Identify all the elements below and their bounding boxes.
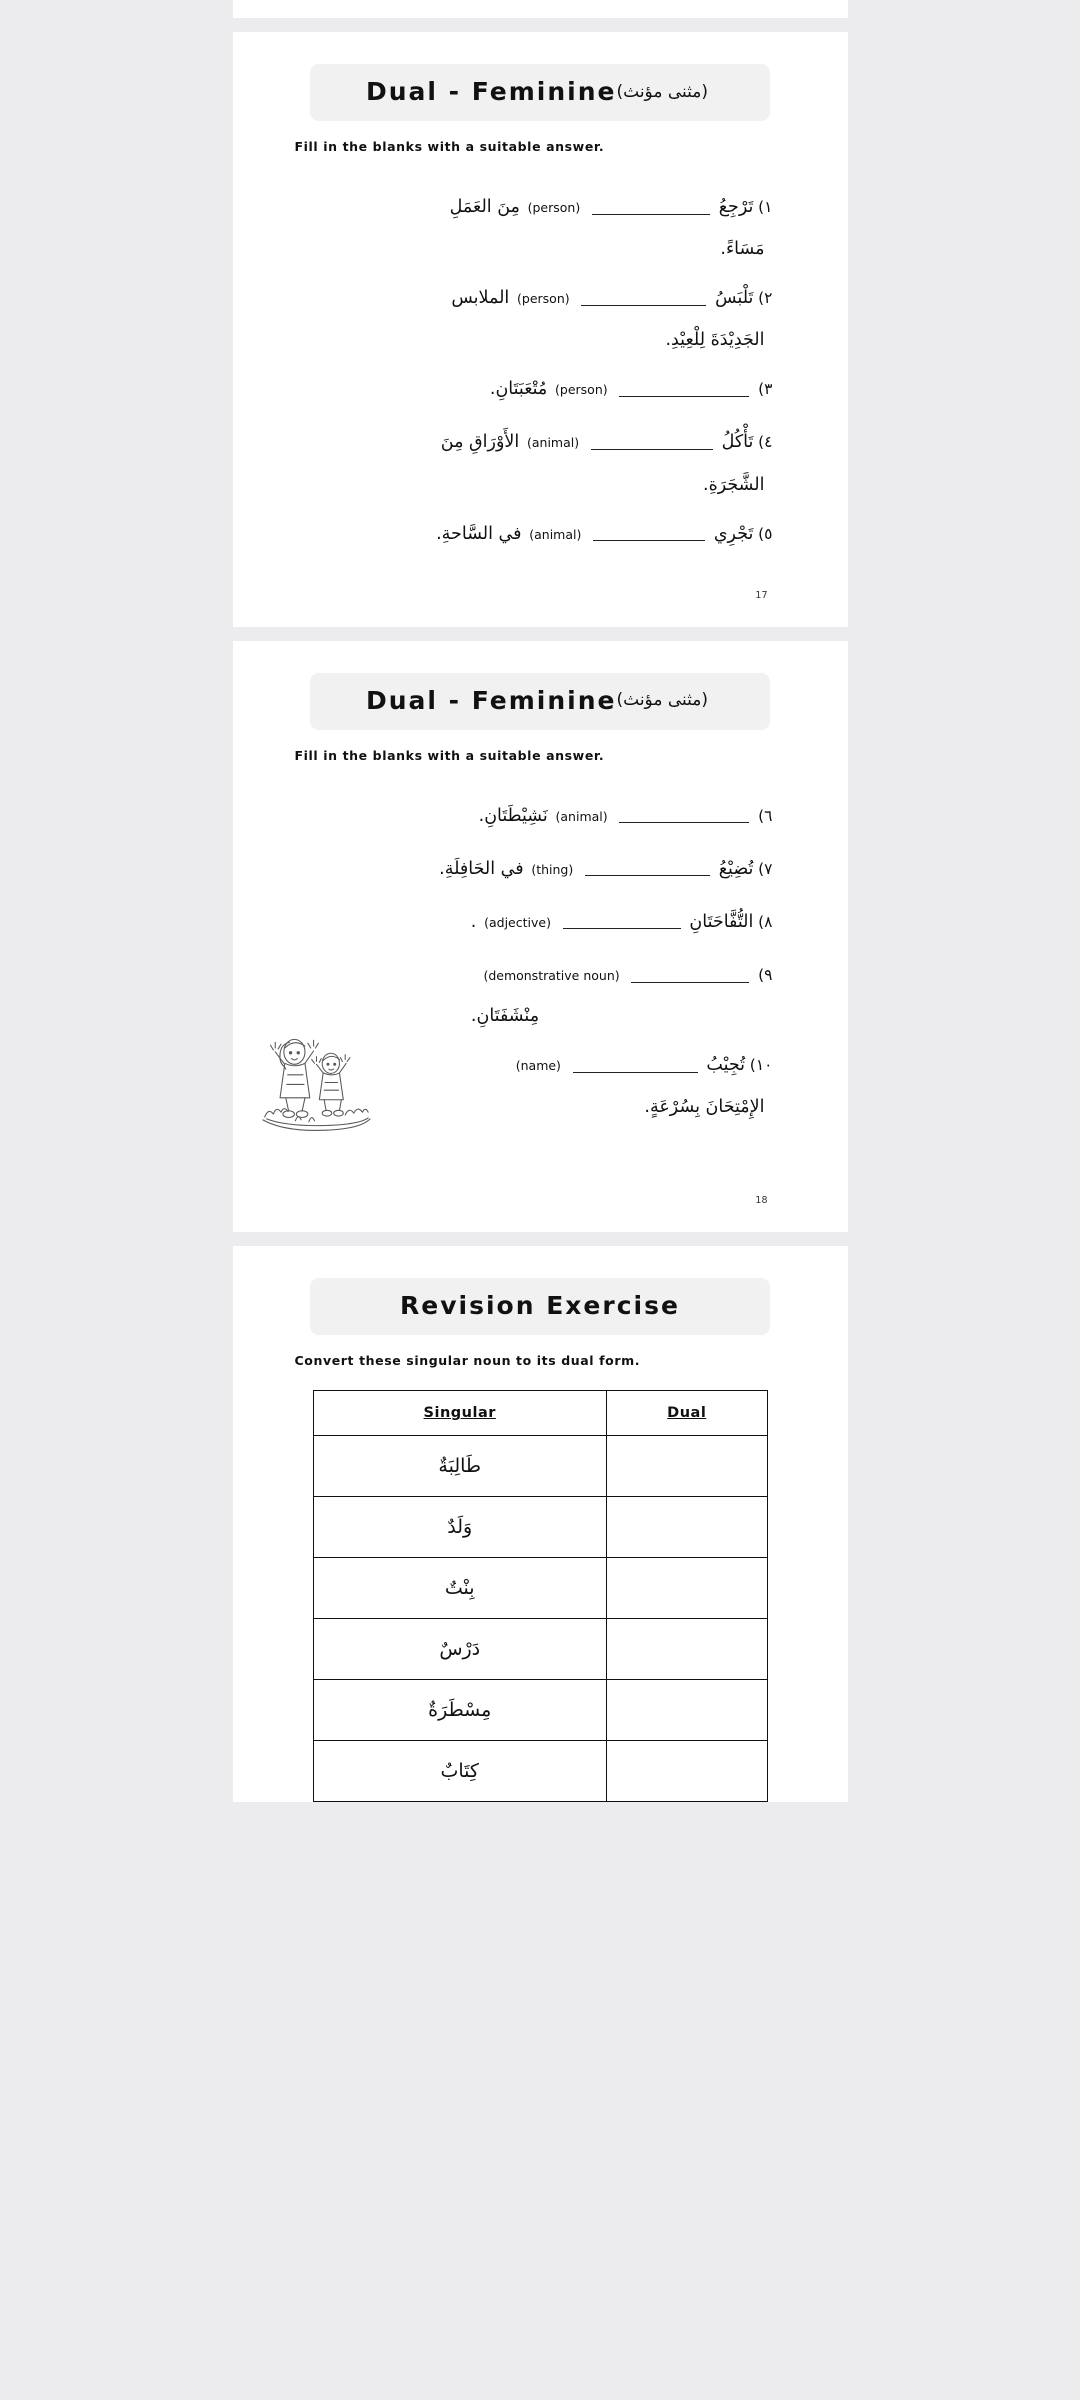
question-lead-arabic: تَلْبَسُ [715,288,754,309]
two-girls-illustration [253,1025,378,1140]
question-number: ٤) [758,433,773,452]
page-title-banner [310,1278,770,1335]
question-continuation-arabic: الإِمْتِحَانَ بِسُرْعَةٍ. [644,1097,765,1118]
question-tail-arabic: مُتْعَبَتَانِ. [489,379,548,400]
exercise-list-page-17 [233,154,848,548]
question-tail-arabic: في الحَافِلَةِ. [439,858,524,879]
table-row [313,1497,767,1558]
question-hint: (adjective) [484,914,551,930]
question-number: ٧) [758,859,773,878]
answer-blank[interactable] [631,969,749,983]
page-revision [233,1246,848,1802]
question-item [308,194,773,221]
question-lead-arabic: تَأْكُلُ [721,432,754,453]
question-tail-arabic: الملابس [451,288,510,309]
cell-dual[interactable] [606,1436,767,1497]
question-hint: (thing) [531,861,574,877]
question-item [308,285,773,312]
page-title-english: Dual - Feminine [365,685,617,715]
question-item [308,376,773,403]
table-row [313,1558,767,1619]
question-number: ١٠) [749,1056,773,1075]
cell-dual[interactable] [606,1497,767,1558]
table-row [313,1680,767,1741]
question-hint: (person) [555,382,608,398]
cell-dual[interactable] [606,1558,767,1619]
question-hint: (animal) [529,526,582,542]
page-18 [233,641,848,1233]
page-title-arabic: (مثنى مؤنث) [616,690,709,711]
cell-singular [313,1497,606,1558]
question-tail-arabic: نَشِيْطَتَانِ. [478,805,548,826]
cell-singular-text: مِسْطَرَةٌ [428,1699,492,1722]
question-continuation [308,330,773,350]
table-header-singular-label: Singular [423,1405,496,1422]
question-hint: (animal) [526,435,580,451]
table-header-singular [313,1391,606,1436]
question-hint: (animal) [555,808,608,824]
question-lead-arabic: تُجِيْبُ [706,1055,746,1076]
page-title-banner [310,673,770,730]
question-tail-arabic: في السَّاحةِ. [436,523,522,544]
question-tail-arabic: الأَوْرَاقِ مِنَ [440,432,520,453]
question-item [308,909,773,936]
page-number: 17 [755,589,768,601]
question-continuation-arabic: مِنْشَفَتَانِ. [470,1006,540,1027]
answer-blank[interactable] [585,862,710,876]
cell-singular-text: كِتَابٌ [440,1760,479,1783]
answer-blank[interactable] [592,201,710,215]
question-continuation-arabic: مَسَاءً. [720,239,765,260]
table-header-dual [606,1391,767,1436]
question-continuation-arabic: الجَدِيْدَةَ لِلْعِيْدِ. [665,330,765,351]
answer-blank[interactable] [563,915,681,929]
table-row [313,1741,767,1802]
question-number: ٢) [758,289,773,308]
table-header-dual-label: Dual [667,1405,707,1422]
question-number: ١) [758,198,773,216]
question-lead-arabic: تَجْرِي [713,523,754,544]
page-gap [0,627,1080,641]
question-item [308,962,773,988]
question-lead-arabic: تُضِيْعُ [718,858,754,879]
question-hint: (person) [517,291,570,307]
page-17 [233,32,848,627]
answer-blank[interactable] [573,1059,698,1073]
previous-page-sheet-edge [233,0,848,18]
cell-dual[interactable] [606,1741,767,1802]
question-hint: (name) [515,1058,561,1074]
question-hint: (demonstrative noun) [483,968,620,983]
page-title-arabic: (مثنى مؤنث) [616,81,709,102]
table-row [313,1619,767,1680]
answer-blank[interactable] [619,383,749,397]
revision-table [313,1390,768,1802]
page-gap [0,1232,1080,1246]
cell-dual[interactable] [606,1619,767,1680]
cell-singular-text: بِنْتٌ [444,1577,475,1600]
page-title-english: Revision Exercise [400,1291,680,1321]
question-hint: (person) [527,200,581,215]
question-lead-arabic: التُّفَّاحَتَانِ [689,911,754,932]
question-continuation [308,1006,773,1026]
page-title-english: Dual - Feminine [365,77,617,106]
instruction-text: Fill in the blanks with a suitable answer. [294,747,605,763]
question-item [308,803,773,830]
cell-singular [313,1436,606,1497]
cell-singular [313,1619,606,1680]
question-number: ٦) [758,806,773,825]
cell-singular [313,1558,606,1619]
answer-blank[interactable] [593,527,705,541]
instruction-text: Fill in the blanks with a suitable answer. [294,139,605,154]
answer-blank[interactable] [591,436,713,450]
question-continuation-arabic: الشَّجَرَةِ. [703,474,765,495]
answer-blank[interactable] [581,292,706,306]
question-continuation [308,239,773,259]
instruction-text: Convert these singular noun to its dual form. [294,1353,641,1369]
page-gap [0,18,1080,32]
question-item [308,856,773,883]
table-row [313,1436,767,1497]
question-number: ٥) [758,524,773,543]
question-item [308,429,773,456]
question-tail-arabic: . [470,911,477,932]
question-continuation [308,475,773,495]
question-lead-arabic: تَرْجِعُ [718,197,754,217]
cell-singular-text: طَالِبَةٌ [438,1455,482,1478]
cell-singular-text: وَلَدٌ [447,1516,473,1539]
cell-dual[interactable] [606,1680,767,1741]
question-tail-arabic: مِنَ العَمَلِ [449,197,520,217]
question-number: ٩) [758,966,773,984]
page-number: 18 [755,1195,768,1207]
question-number: ٨) [758,912,773,931]
cell-singular [313,1741,606,1802]
cell-singular [313,1680,606,1741]
cell-singular-text: دَرْسٌ [439,1638,481,1661]
question-number: ٣) [758,380,773,399]
question-item [308,521,773,548]
answer-blank[interactable] [619,809,749,823]
table-header-row [313,1391,767,1436]
page-title-banner [310,64,770,121]
